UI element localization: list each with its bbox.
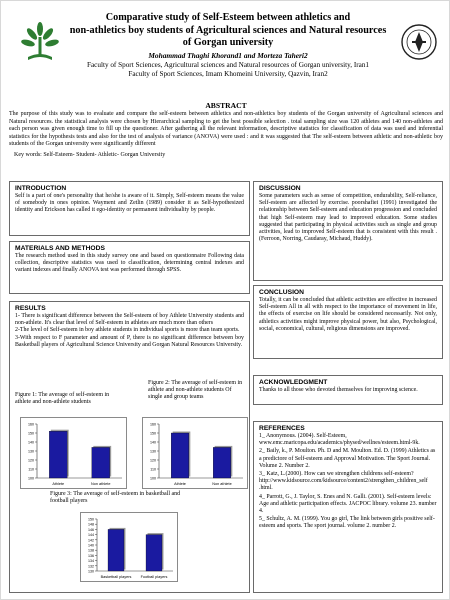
affiliation-2: Faculty of Sport Sciences, Imam Khomeini University, Qazvin, Iran2 — [128, 69, 328, 78]
bar — [171, 433, 189, 478]
figure-1-chart — [20, 417, 127, 489]
discussion-heading: DISCUSSION — [259, 185, 301, 192]
university-logo-right — [399, 21, 439, 63]
methods-box — [9, 241, 250, 294]
x-tick-label: Athlete — [174, 482, 186, 486]
x-tick-label: Non athlete — [212, 482, 232, 486]
reference-item: 4_ Parrott, G., J. Taylor, S. Enes and N. Galli. (2001). Self-esteem levels: Age and athletic participation effects. JACPOC library. volume 23. number 4. — [259, 493, 437, 515]
figure-3-chart — [80, 512, 178, 582]
y-tick-label: 120 — [150, 458, 156, 463]
y-tick-label: 160 — [28, 422, 34, 427]
y-tick-label: 160 — [150, 422, 156, 427]
bar — [146, 535, 162, 571]
poster-title-line-1: Comparative study of Self-Esteem between athletics and — [105, 12, 351, 23]
y-tick-label: 148 — [88, 522, 94, 527]
abstract-heading: ABSTRACT — [205, 101, 247, 110]
figure-2-chart — [142, 417, 248, 489]
y-tick-label: 138 — [88, 548, 94, 553]
references-heading: REFERENCES — [259, 425, 305, 432]
y-tick-label: 132 — [88, 564, 94, 569]
title-band — [15, 7, 439, 99]
y-tick-label: 140 — [28, 440, 34, 445]
figure-2-caption: Figure 2: The average of self-esteem in athlete and non-athlete students Of single and group teams — [148, 380, 243, 401]
y-tick-label: 100 — [28, 476, 34, 481]
x-tick-label: Non athlete — [91, 482, 111, 486]
figure-3-caption: Figure 3: The average of self-esteem in basketball and football players — [50, 491, 181, 505]
results-heading: RESULTS — [15, 305, 46, 312]
acknowledgment-box — [253, 375, 443, 405]
poster-title-line-3: of Gorgan university — [182, 37, 274, 48]
y-tick-label: 150 — [28, 431, 34, 436]
introduction-box — [9, 181, 250, 236]
reference-item: 5_ Schultz, A. M. (1999). You go girl, The link between girls positive self-esteem and sports. The sport journal. volume 2. number 2. — [259, 516, 435, 530]
y-tick-label: 110 — [150, 467, 156, 472]
y-tick-label: 134 — [88, 559, 94, 564]
introduction-heading: INTRODUCTION — [15, 185, 67, 192]
acknowledgment-heading: ACKNOWLEDGMENT — [259, 379, 328, 386]
figure-1-caption: Figure 1: The average of self-esteem in athlete and non-athlete students — [15, 392, 110, 406]
bar — [213, 447, 231, 478]
y-tick-label: 146 — [88, 527, 94, 532]
keywords: Key words: Self-Esteem- Student- Athletic- Gorgan University — [14, 151, 166, 158]
y-tick-label: 100 — [150, 476, 156, 481]
y-tick-label: 136 — [88, 553, 94, 558]
conclusion-text: Totally, it can be concluded that athletic activities are effective in increased Self-esteem All in all with respect to the importance of movement in life, the effects of exercise on life should be considered necessarily. Not only, athletics activities might improve physical power, but also, Psychological, social, economical, cultural, religious dimensions are improved. — [259, 297, 437, 332]
y-tick-label: 140 — [150, 440, 156, 445]
poster-title-line-2: non-athletics boy students of Agricultural sciences and Natural resources — [69, 24, 387, 36]
bar — [108, 529, 124, 571]
y-tick-label: 140 — [88, 543, 94, 548]
discussion-box — [253, 181, 443, 281]
results-point-3: 3-With respect to F parameter and amount of P, there is no significant difference between boy Basketball players of Agricultural Science University and Gorgan Natural Resources University. — [15, 334, 244, 348]
y-tick-label: 150 — [150, 431, 156, 436]
bar — [92, 447, 110, 478]
y-tick-label: 144 — [88, 533, 94, 538]
x-tick-label: Football players — [140, 575, 168, 579]
methods-heading: MATERIALS AND METHODS — [15, 245, 105, 252]
y-tick-label: 120 — [28, 458, 34, 463]
y-tick-label: 130 — [28, 449, 34, 454]
reference-item: 3_ Katz, L.(2000). How can we strengthen childrens self-esteem? http://www.kidsource.com/kidsource/content2/strengthen_children_self .html. — [259, 471, 428, 492]
bar — [49, 431, 67, 478]
results-box — [9, 301, 250, 593]
title-block — [63, 12, 393, 79]
y-tick-label: 130 — [88, 569, 94, 574]
results-point-2: 2-The level of Self-esteem in boy athlete students in individual sports is more than team sports. — [15, 327, 240, 334]
university-logo-left — [20, 21, 60, 63]
y-tick-label: 130 — [150, 449, 156, 454]
conclusion-box — [253, 285, 443, 359]
abstract-text: The purpose of this study was to evaluate and compare the self-esteem between athletics and non-athletics boy students of the Gorgan university of Agricultural sciences and Natural resources. the statistical analysis were chosen by Hierarchical sampling to get the best possible selection . total sampling size was 120 athletes and 140 non-athletes and each person was given enough time to fill up the questioner. After gathering all the relevant information, descriptive statistics for classification of data was used and inferential statistics for the hypothesis tests and also for the test of analysis of variance (ANOVA) were used : and it was suggested that The self-esteem between athletic and non-athletic boy students of the Gorgan university were significantly different — [9, 111, 443, 148]
references-box — [253, 421, 443, 593]
y-tick-label: 142 — [88, 538, 94, 543]
acknowledgment-text: Thanks to all those who devoted themselves for improving science. — [259, 387, 418, 393]
results-point-1: 1- There is significant difference between the Self-esteem of boy Athlete University students and non-athlete. It's clear that level of Self-esteem in athletes are much more than others — [15, 313, 244, 327]
reference-item: 2_ Baily, k., P. Moulton. Ph. D and M. Moulton. Ed. D. (1999) Athletics as a predictore of Self-esteem and Approval Motivation. The Sport Journal. Volume 2. Number 2. — [259, 448, 436, 469]
abstract-section — [9, 101, 443, 159]
methods-text: The research method used in this study survey one and based on questionnaire Following data collection, descriptive statistics was used to classification, determining central indexes and variant indexes and finally ANOVA test was performed through SPSS. — [15, 253, 244, 274]
x-tick-label: Basketball players — [100, 575, 132, 579]
reference-item: 1_ Anonymous. (2004). Self-Esteem, www.emc.maricopa.edu/academics/physed/wellnes/esteem.html-9k. — [259, 433, 420, 447]
affiliation-1: Faculty of Sport Sciences, Agricultural sciences and Natural resources of Gorgan university, Iran1 — [86, 60, 370, 69]
introduction-text: Self is a part of one's personality that he/she is aware of it. Simply, Self-esteem means the value of somebody in ones opinion. Wayment and Zetlin (1989) consider it as Self-hypothesized identity and Erickson has called it ego-identity or permanent individuality by people. — [15, 193, 244, 214]
x-tick-label: Athlete — [52, 482, 65, 486]
y-tick-label: 110 — [28, 467, 34, 472]
discussion-text: Some parameters such as sense of competition, endurability, Self-reliance, Self-esteem are affected by exercise. poorshafiei (1991) investigated the relationship between Self-esteem and education progression and concluded that high Self-esteem may lead to improved education. Some studies suggested that participating in physical activities such as single and group activities, lead to improved Self-esteem that is consistent with this result .(Ferroon, Norring, Caudaray, Michaud, Huddy). — [259, 193, 437, 243]
y-tick-label: 150 — [88, 517, 94, 522]
authors: Mohammad Thaghi Khorand1 and Morteza Taheri2 — [148, 50, 308, 60]
conclusion-heading: CONCLUSION — [259, 289, 304, 296]
